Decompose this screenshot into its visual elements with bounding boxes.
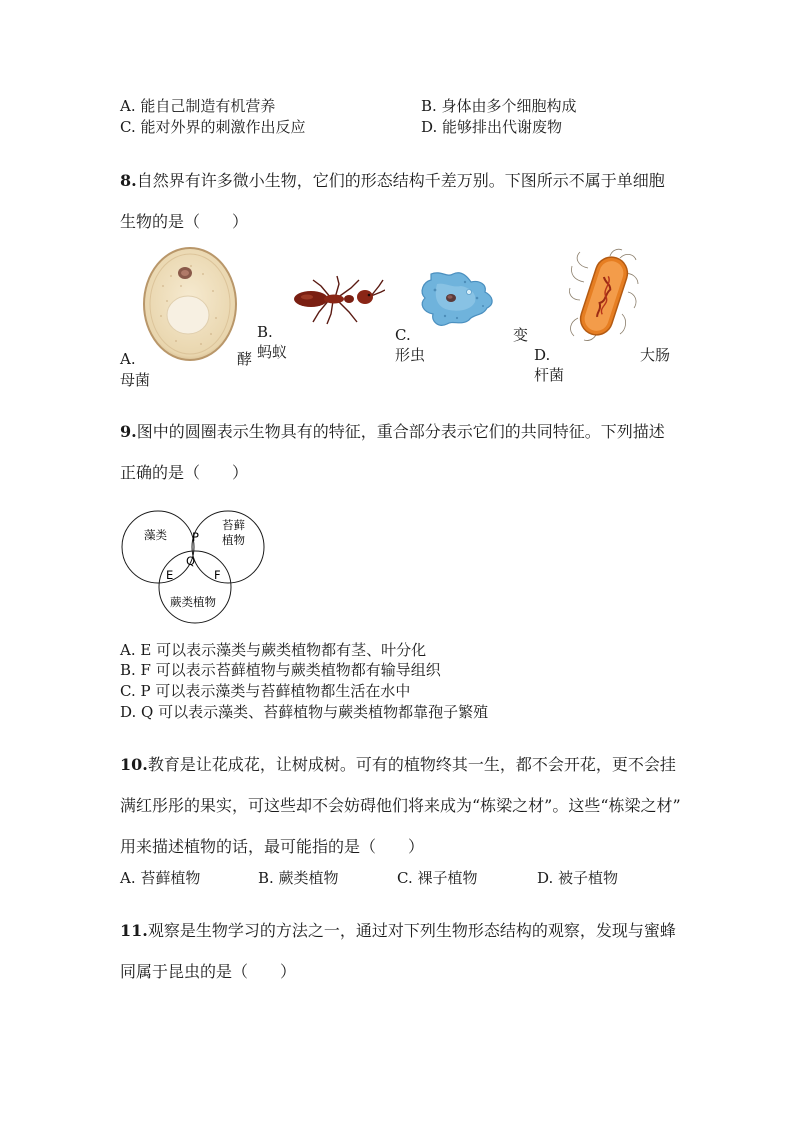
- venn-region-p: P: [192, 530, 199, 544]
- q8-option-c-text-2: 形虫: [395, 346, 426, 364]
- q9-stem-line1: [120, 421, 665, 443]
- venn-region-q: Q: [186, 554, 196, 568]
- q8-option-d-text-1: 大肠: [640, 346, 671, 364]
- q11-stem-line1: [120, 920, 676, 942]
- q11-text-1: 观察是生物学习的方法之一，通过对下列生物形态结构的观察，发现与蜜蜂: [147, 921, 676, 940]
- q9-option-d: D. Q 可以表示藻类、苔藓植物与蕨类植物都靠孢子繁殖: [120, 703, 489, 721]
- venn-diagram: [120, 502, 270, 624]
- e-coli-image: [568, 248, 640, 344]
- q7-option-d: D. 能够排出代谢废物: [421, 118, 563, 136]
- yeast-cell-image: [141, 246, 239, 363]
- q9-number: 9.: [120, 422, 137, 441]
- venn-label-algae: 藻类: [144, 528, 167, 542]
- q10-number: 10.: [120, 755, 148, 774]
- q8-option-a-text-2: 母菌: [120, 371, 151, 389]
- q9-stem-line2: 正确的是（ ）: [120, 463, 249, 482]
- venn-label-moss-1: 苔藓: [222, 518, 245, 532]
- q10-option-c: C. 裸子植物: [397, 869, 478, 887]
- q7-option-b: B. 身体由多个细胞构成: [421, 97, 577, 115]
- q10-option-d: D. 被子植物: [537, 869, 619, 887]
- venn-circle-algae: [122, 511, 194, 583]
- venn-label-fern: 蕨类植物: [170, 595, 216, 609]
- q9-option-a: A. E 可以表示藻类与蕨类植物都有茎、叶分化: [120, 641, 427, 659]
- q8-option-a-label: A.: [120, 350, 136, 368]
- q11-stem-line2: 同属于昆虫的是（ ）: [120, 962, 297, 981]
- q10-option-b: B. 蕨类植物: [258, 869, 339, 887]
- q7-option-c: C. 能对外界的刺激作出反应: [120, 118, 306, 136]
- q10-stem-line3: 用来描述植物的话，最可能指的是（ ）: [120, 837, 425, 856]
- q8-option-c-text-1: 变: [513, 326, 529, 344]
- ant-image: [291, 272, 385, 326]
- q9-option-c: C. P 可以表示藻类与苔藓植物都生活在水中: [120, 682, 411, 700]
- venn-region-e: E: [166, 568, 174, 582]
- venn-region-f: F: [214, 568, 221, 582]
- q10-stem-line1: [120, 754, 676, 776]
- q8-stem-line1: [120, 170, 665, 192]
- q8-option-d-text-2: 杆菌: [534, 366, 565, 384]
- q8-option-a-text-1: 酵: [237, 350, 253, 368]
- q8-option-d-label: D.: [534, 346, 551, 364]
- q10-option-a: A. 苔藓植物: [120, 869, 201, 887]
- venn-label-moss-2: 植物: [222, 533, 245, 547]
- q8-option-c-label: C.: [395, 326, 411, 344]
- q10-text-1: 教育是让花成花，让树成树。可有的植物终其一生，都不会开花，更不会挂: [147, 755, 676, 774]
- amoeba-image: [417, 268, 497, 330]
- q8-number: 8.: [120, 171, 137, 190]
- q8-text-1: 自然界有许多微小生物，它们的形态结构千差万别。下图所示不属于单细胞: [136, 171, 665, 190]
- q9-text-1: 图中的圆圈表示生物具有的特征，重合部分表示它们的共同特征。下列描述: [136, 422, 665, 441]
- q9-option-b: B. F 可以表示苔藓植物与蕨类植物都有输导组织: [120, 661, 441, 679]
- q11-number: 11.: [120, 921, 148, 940]
- q7-option-a: A. 能自己制造有机营养: [120, 97, 276, 115]
- q8-option-b-label: B.: [257, 323, 273, 341]
- q8-stem-line2: 生物的是（ ）: [120, 212, 249, 231]
- q8-option-b-text: 蚂蚁: [257, 343, 288, 361]
- q10-stem-line2: 满红彤彤的果实，可这些却不会妨碍他们将来成为“栋梁之材”。这些“栋梁之材”: [120, 796, 681, 815]
